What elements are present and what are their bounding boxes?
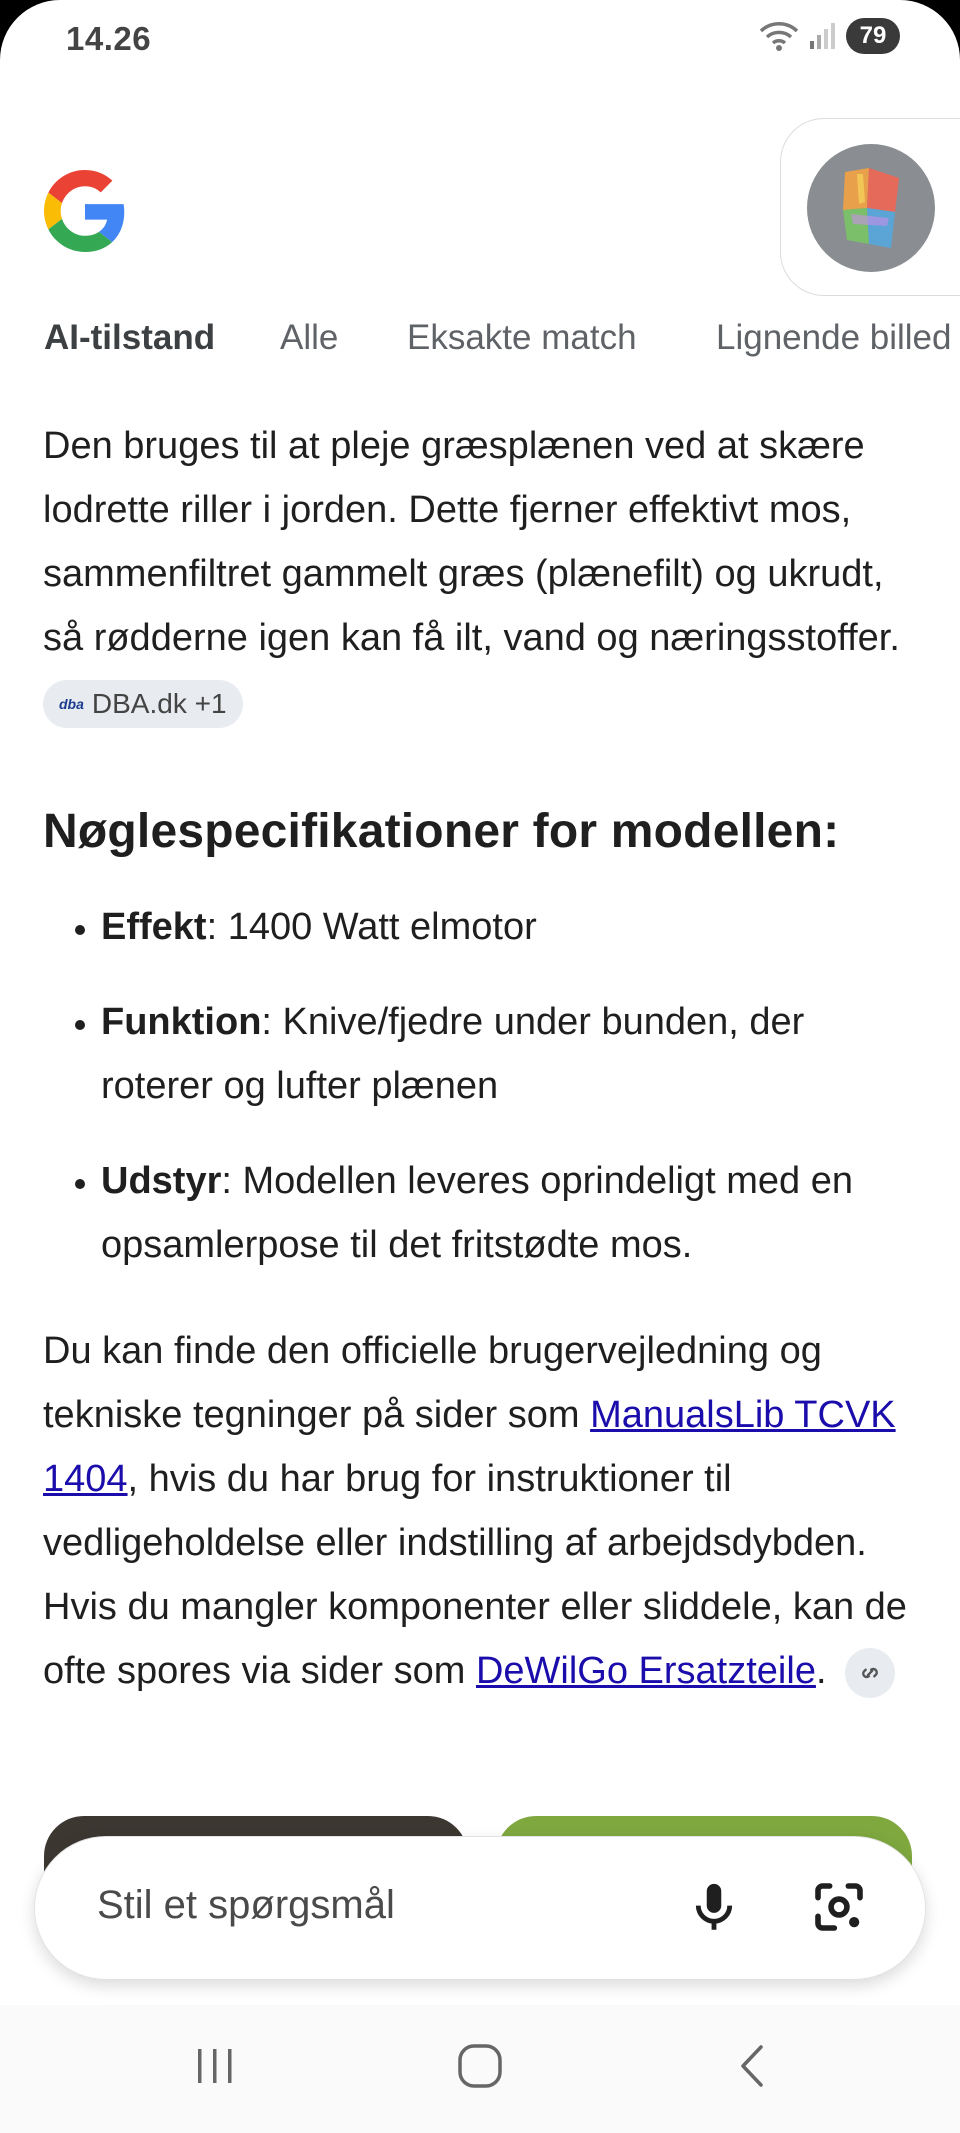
manual-paragraph [43, 1319, 923, 1703]
specs-list [43, 895, 923, 1277]
list-item [101, 1149, 923, 1277]
dba-logo-icon: dba [59, 695, 84, 712]
manual-text-2: , hvis du har brug for instruktioner til vedligeholdelse eller indstilling af arbejdsdybden. Hvis du mangler komponenter eller sliddele, kan de ofte spores via sider som [43, 1458, 907, 1692]
intro-paragraph [43, 414, 923, 734]
spec-text: : Knive/fjedre under bunden, der roterer og lufter plænen [101, 1001, 805, 1107]
status-icons [758, 18, 900, 54]
manual-text-1: Du kan finde den officielle brugervejledning og tekniske tegninger på sider som [43, 1330, 822, 1436]
tab-similar-images[interactable]: Lignende billed [716, 318, 952, 357]
intro-text: Den bruges til at pleje græsplænen ved at skære lodrette riller i jorden. Dette fjerner effektivt mos, sammenfiltret gammelt græs (plænefilt) og ukrudt, så rødderne igen kan få ilt, vand og næringsstoffer. [43, 425, 900, 659]
ask-placeholder: Stil et spørgsmål [97, 1883, 395, 1927]
microphone-icon[interactable] [685, 1879, 743, 1937]
tab-all[interactable]: Alle [280, 318, 339, 357]
status-time: 14.26 [66, 20, 152, 57]
status-bar [0, 0, 960, 80]
wifi-icon [758, 19, 800, 53]
ai-answer [43, 414, 923, 1703]
tab-exact-match[interactable]: Eksakte match [407, 318, 637, 357]
spec-term: Funktion [101, 1001, 262, 1043]
back-icon[interactable] [727, 2041, 777, 2091]
list-item [101, 990, 923, 1118]
tab-ai-mode[interactable]: AI-tilstand [44, 318, 216, 357]
avatar-button[interactable] [780, 118, 960, 296]
system-nav-bar [0, 2005, 960, 2133]
manual-text-3: . [815, 1650, 827, 1692]
battery-icon: 79 [846, 18, 900, 54]
spec-text: : 1400 Watt elmotor [206, 906, 537, 948]
source-chip-label: DBA.dk +1 [91, 687, 227, 719]
manualslib-link[interactable]: ManualsLib TCVK 1404 [43, 1394, 896, 1500]
spec-term: Udstyr [101, 1160, 222, 1202]
source-chip[interactable] [43, 680, 243, 728]
profile-avatar [807, 144, 935, 272]
list-item [101, 895, 923, 959]
google-lens-icon[interactable] [811, 1879, 867, 1935]
spec-term: Effekt [101, 906, 207, 948]
recent-apps-icon[interactable] [190, 2041, 240, 2091]
ask-input[interactable] [34, 1836, 926, 1980]
link-chip[interactable] [845, 1648, 895, 1698]
signal-icon [808, 21, 838, 51]
specs-heading: Nøglespecifikationer for modellen: [43, 805, 840, 858]
app-logo-icon [807, 144, 935, 272]
dewilgo-link[interactable]: DeWilGo Ersatzteile [475, 1650, 816, 1692]
home-icon[interactable] [455, 2041, 505, 2091]
link-icon [857, 1660, 883, 1686]
spec-text: : Modellen leveres oprindeligt med en opsamlerpose til det fritstødte mos. [101, 1160, 853, 1266]
google-logo[interactable] [44, 170, 126, 252]
